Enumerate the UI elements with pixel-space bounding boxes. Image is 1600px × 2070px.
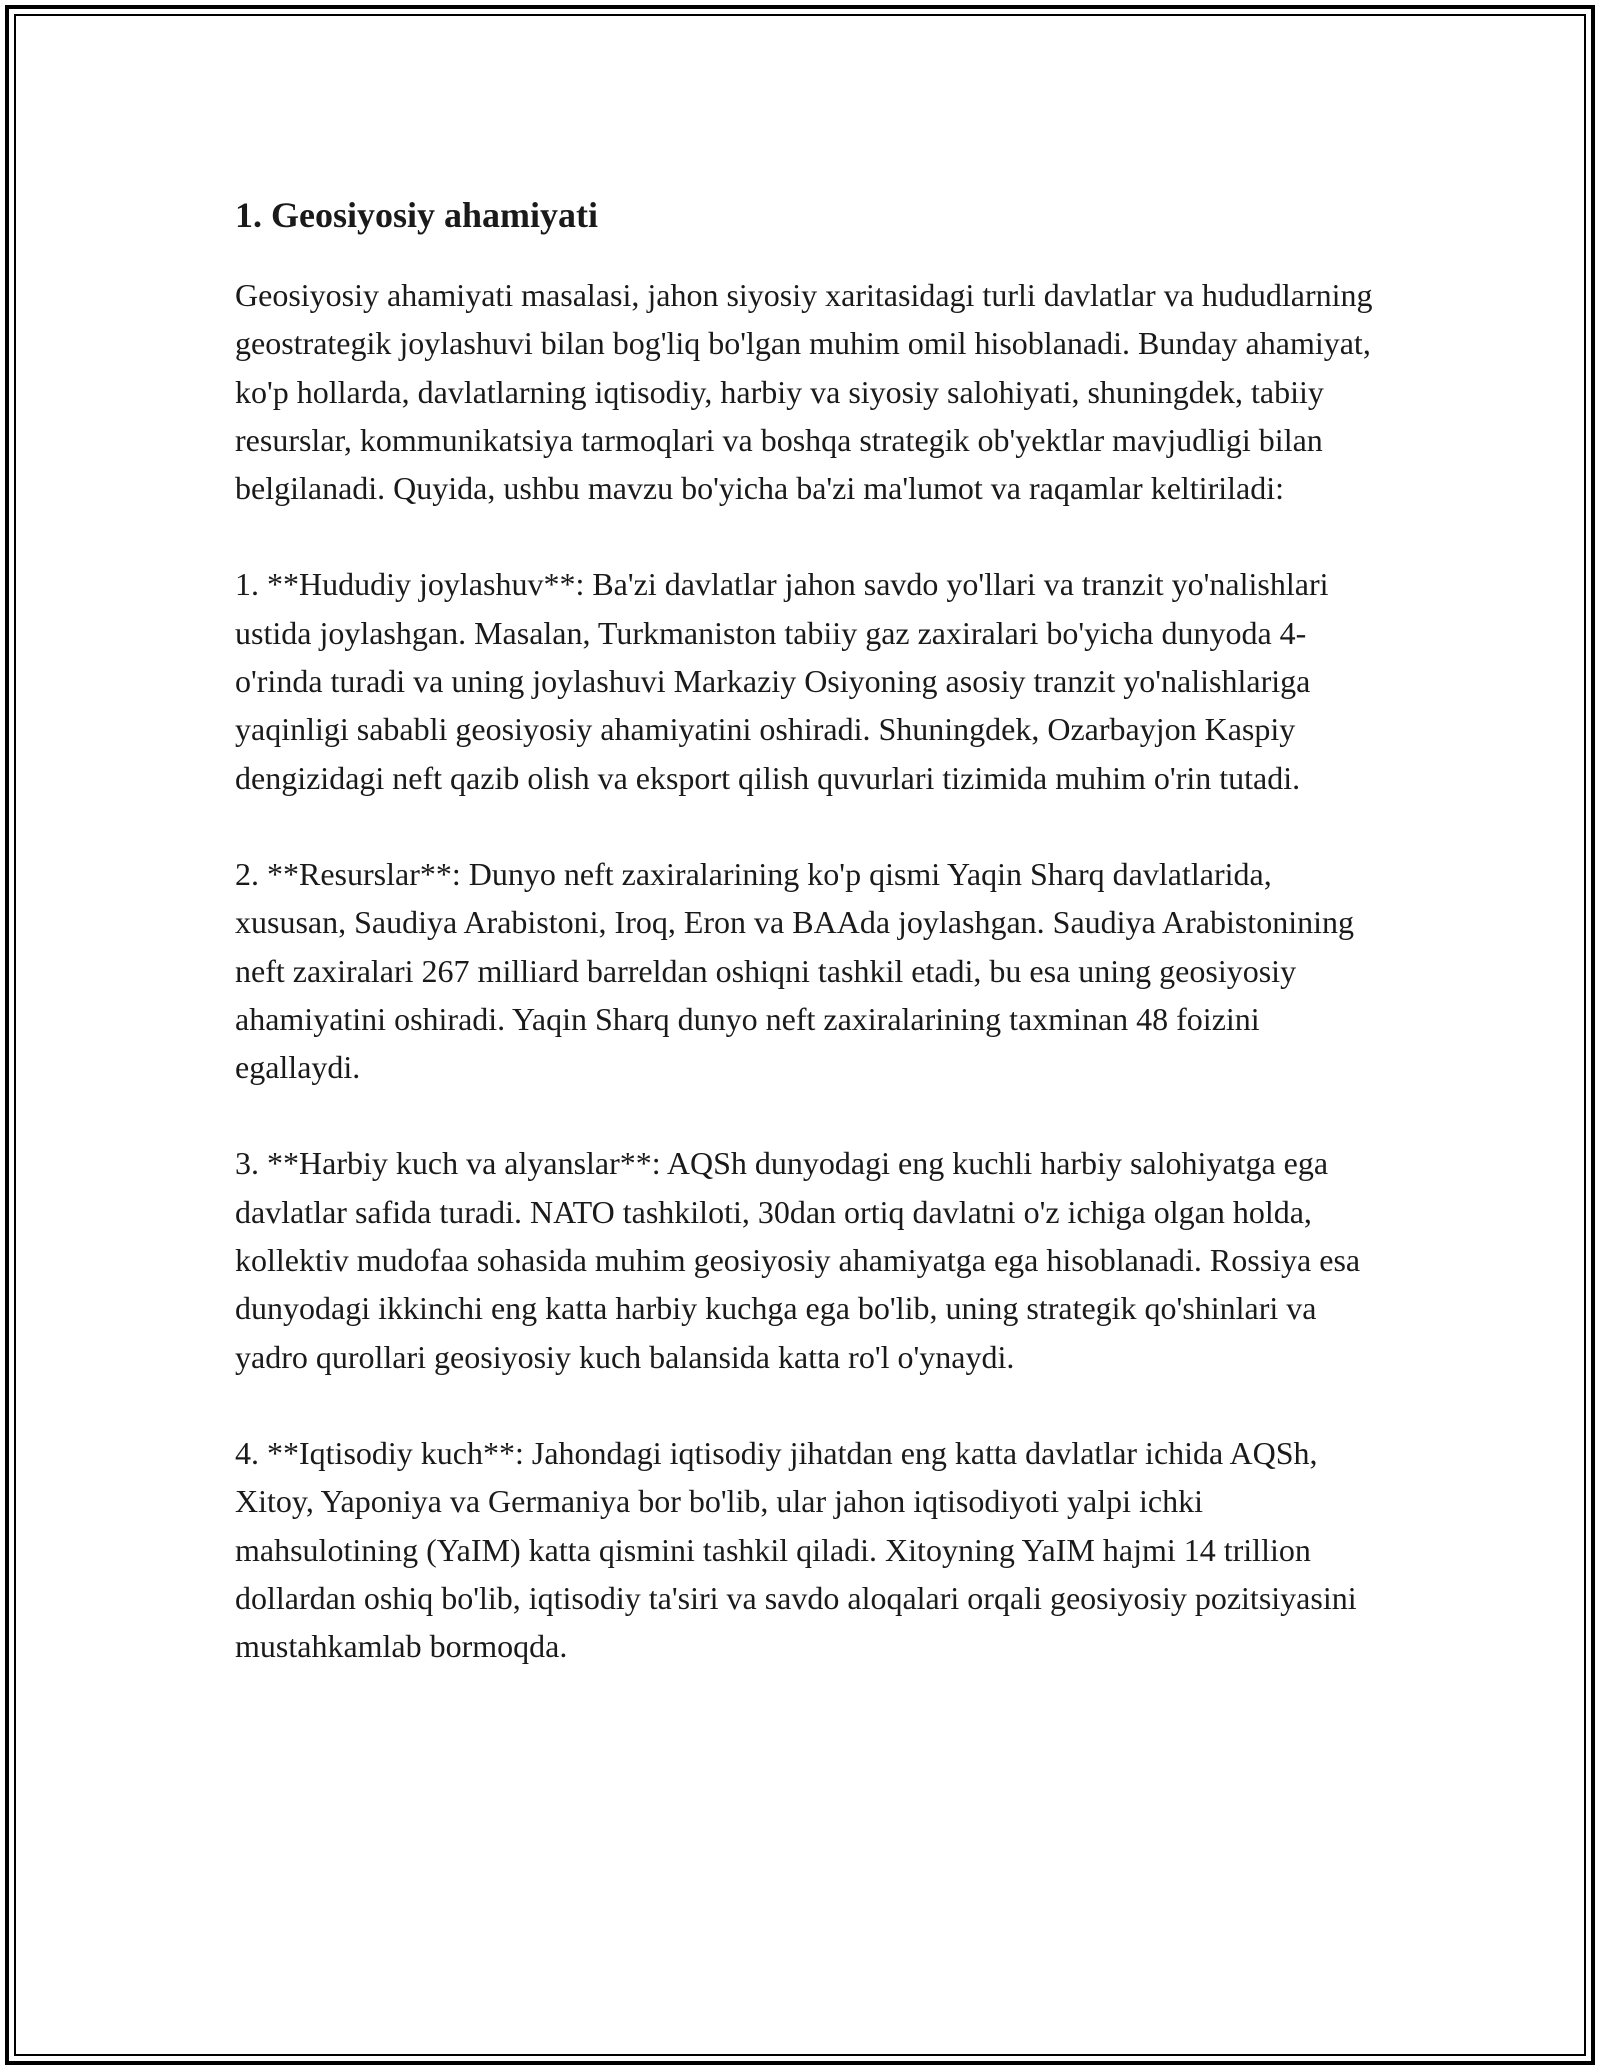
document-body <box>235 187 1375 1718</box>
section-heading: 1. Geosiyosiy ahamiyati <box>235 195 599 235</box>
point-military-alliances: 3. **Harbiy kuch va alyanslar**: AQSh dunyodagi eng kuchli harbiy salohiyatga ega davlatlar safida turadi. NATO tashkiloti, 30dan ortiq davlatni o'z ichiga olgan holda, kollektiv mudofaa sohasida muhim geosiyosiy ahamiyatga ega hisoblanadi. Rossiya esa dunyodagi ikkinchi eng katta harbiy kuchga ega bo'lib, uning strategik qo'shinlari va yadro qurollari geosiyosiy kuch balansida katta ro'l o'ynaydi. <box>235 1145 1361 1375</box>
point-territorial-location: 1. **Hududiy joylashuv**: Ba'zi davlatlar jahon savdo yo'llari va tranzit yo'nalishlari ustida joylashgan. Masalan, Turkmaniston tabiiy gaz zaxiralari bo'yicha dunyoda 4-o'rinda turadi va uning joylashuvi Markaziy Osiyoning asosiy tranzit yo'nalishlariga yaqinligi sababli geosiyosiy ahamiyatini oshiradi. Shuningdek, Ozarbayjon Kaspiy dengizidagi neft qazib olish va eksport qilish quvurlari tizimida muhim o'rin tutadi. <box>235 566 1329 796</box>
point-resources: 2. **Resurslar**: Dunyo neft zaxiralarining ko'p qismi Yaqin Sharq davlatlarida, xususan, Saudiya Arabistoni, Iroq, Eron va BAAda joylashgan. Saudiya Arabistonining neft zaxiralari 267 milliard barreldan oshiqni tashkil etadi, bu esa uning geosiyosiy ahamiyatini oshiradi. Yaqin Sharq dunyo neft zaxiralarining taxminan 48 foizini egallaydi. <box>235 855 1354 1086</box>
intro-paragraph: Geosiyosiy ahamiyati masalasi, jahon siyosiy xaritasidagi turli davlatlar va hududlarning geostrategik joylashuvi bilan bog'liq bo'lgan muhim omil hisoblanadi. Bunday ahamiyat, ko'p hollarda, davlatlarning iqtisodiy, harbiy va siyosiy salohiyati, shuningdek, tabiiy resurslar, kommunikatsiya tarmoqlari va boshqa strategik ob'yektlar mavjudligi bilan belgilanadi. Quyida, ushbu mavzu bo'yicha ba'zi ma'lumot va raqamlar keltiriladi: <box>235 277 1373 507</box>
point-economic-power: 4. **Iqtisodiy kuch**: Jahondagi iqtisodiy jihatdan eng katta davlatlar ichida AQSh, Xitoy, Yaponiya va Germaniya bor bo'lib, ular jahon iqtisodiyoti yalpi ichki mahsulotining (YaIM) katta qismini tashkil qiladi. Xitoyning YaIM hajmi 14 trillion dollardan oshiq bo'lib, iqtisodiy ta'siri va savdo aloqalari orqali geosiyosiy pozitsiyasini mustahkamlab bormoqda. <box>235 1434 1357 1665</box>
